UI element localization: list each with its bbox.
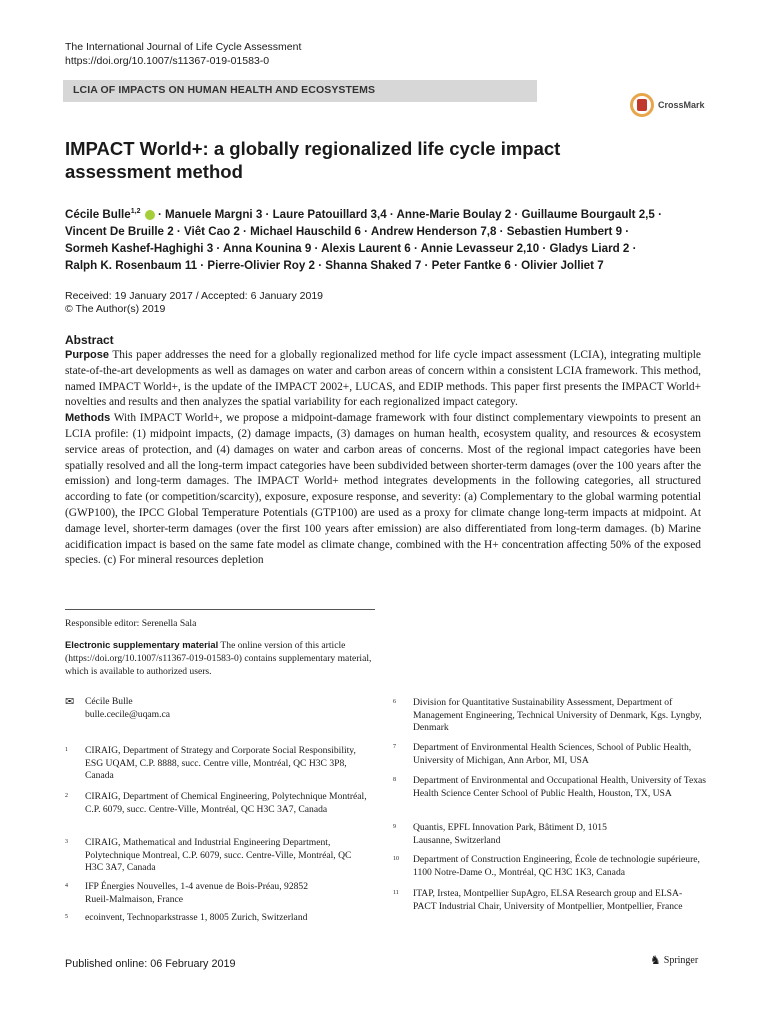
crossmark-icon <box>630 93 654 117</box>
title-line-2: assessment method <box>65 161 243 182</box>
copyright: © The Author(s) 2019 <box>65 303 166 315</box>
corresponding-email[interactable]: bulle.cecile@uqam.ca <box>85 708 171 720</box>
doi-link[interactable]: https://doi.org/10.1007/s11367-019-01583-0 <box>65 55 270 67</box>
affiliation-number: 2 <box>65 793 68 799</box>
methods-label: Methods <box>65 412 111 425</box>
affiliation-3 <box>65 837 365 877</box>
affiliation-4 <box>65 881 365 909</box>
crossmark-badge[interactable] <box>630 93 705 117</box>
affiliation-1 <box>65 745 365 785</box>
affiliation-number: 5 <box>65 914 68 920</box>
affiliation-text: CIRAIG, Mathematical and Industrial Engineering Department, Polytechnique Montreal, C.P. 6079, succ. Centre-Ville, Montréal, QC H3C 3A7, Canada <box>85 837 352 873</box>
affiliation-number: 9 <box>393 824 396 830</box>
affiliation-text: Quantis, EPFL Innovation Park, Bâtiment D, 1015 Lausanne, Switzerland <box>413 822 607 846</box>
purpose-text: This paper addresses the need for a globally regionalized method for life cycle impact assessment (LCIA), integrating multiple state-of-the-art developments as well as damages on water and carbon areas of concern within a consistent LCIA framework. This method, named IMPACT World+, is the update of the IMPACT 2002+, LUCAS, and EDIP methods. This paper first presents the IMPACT World+ novelties and results and then analyzes the spatial variability for each regionalized impact category. <box>65 349 701 409</box>
author-line-3: Sormeh Kashef-Haghighi 3 · Anna Kounina 9 · Alexis Laurent 6 · Annie Levasseur 2,10 · Gladys Liard 2 · <box>65 241 637 255</box>
received-date: Received: 19 January 2017 / Accepted: 6 January 2019 <box>65 290 324 302</box>
publisher-name: Springer <box>663 955 699 966</box>
author-list <box>65 203 715 274</box>
first-author-affil: 1,2 <box>130 208 141 215</box>
supplementary-note <box>65 638 375 678</box>
publisher-logo <box>650 953 698 968</box>
author-line-4: Ralph K. Rosenbaum 11 · Pierre-Olivier Roy 2 · Shanna Shaked 7 · Peter Fantke 6 · Olivier Jolliet 7 <box>65 258 604 272</box>
affiliation-9 <box>393 822 713 850</box>
affiliation-7 <box>393 742 713 770</box>
purpose-label: Purpose <box>65 349 110 361</box>
affiliation-text: Department of Construction Engineering, École de technologie supérieure, 1100 Notre-Dame O., Montréal, QC H3C 1K3, Canada <box>413 854 700 878</box>
methods-text: With IMPACT World+, we propose a midpoint-damage framework with four distinct complementary viewpoints to present an LCIA profile: (1) midpoint impacts, (2) damage impacts, (3) damages on human health, ecosystem quality, and resources & ecosystem service areas of protection, and (4) damages on water and carbon areas of concerns. Most of the regional impact categories have been spatially resolved and all the long-term impact categories have been subdivided between shorter-term damages (over the 100 years after the emission) and long-term damages. The IMPACT World+ method integrates developments in the following categories, all structured according to fate (or competition/scarcity), exposure, exposure response, and severity: (a) Complementary to the global warming potential (GWP100), the IPCC Global Temperature Potentials (GTP100) are used as a proxy for climate change long-term impacts at midpoint. At damage level, shorter-term damages (over the first 100 years after emission) are also differentiated from long-term damages. (b) Marine acidification impact is based on the same fate model as climate change, combined with the H+ concentration affecting 50% of the exposed species. (c) For mineral resources depletion <box>65 412 701 567</box>
affiliation-text: CIRAIG, Department of Chemical Engineering, Polytechnique Montréal, C.P. 6079, succ. Centre-Ville, Montréal, QC H3C 3A7, Canada <box>85 791 367 815</box>
author-line-1-rest: · Manuele Margni 3 · Laure Patouillard 3,4 · Anne-Marie Boulay 2 · Guillaume Bourgault 2,5 · <box>157 207 662 221</box>
abstract-purpose <box>65 348 701 411</box>
esm-text[interactable]: The online version of this article (https://doi.org/10.1007/s11367-019-01583-0) contains supplementary material, which is available to authorized users. <box>65 640 372 677</box>
affiliation-11 <box>393 888 713 928</box>
abstract-methods <box>65 411 701 569</box>
journal-name: The International Journal of Life Cycle Assessment <box>65 41 302 53</box>
affiliation-10 <box>393 854 713 882</box>
author-line-1 <box>65 203 715 223</box>
affiliation-text: Department of Environmental and Occupational Health, University of Texas Health Science Center School of Public Health, Houston, TX, USA <box>413 775 707 799</box>
responsible-editor: Responsible editor: Serenella Sala <box>65 618 197 629</box>
dates-block <box>65 290 323 316</box>
correspondence <box>65 696 170 721</box>
abstract-body <box>65 348 701 569</box>
section-label: LCIA OF IMPACTS ON HUMAN HEALTH AND ECOSYSTEMS <box>73 84 376 96</box>
first-author[interactable]: Cécile Bulle <box>65 207 131 221</box>
published-date: Published online: 06 February 2019 <box>65 958 236 970</box>
affiliation-number: 11 <box>393 890 399 896</box>
footnote-separator <box>65 609 375 610</box>
affiliation-text: Division for Quantitative Sustainability Assessment, Department of Management Engineering, Technical University of Denmark, Kgs. Lyngby, Denmark <box>413 697 702 733</box>
affiliation-number: 10 <box>393 856 399 862</box>
affiliation-number: 8 <box>393 777 396 783</box>
affiliation-number: 4 <box>65 883 68 889</box>
affiliation-text: ecoinvent, Technoparkstrasse 1, 8005 Zurich, Switzerland <box>85 912 308 923</box>
crossmark-label: CrossMark <box>658 100 705 110</box>
affiliation-number: 7 <box>393 744 396 750</box>
article-title <box>65 137 585 183</box>
author-line-2: Vincent De Bruille 2 · Viêt Cao 2 · Michael Hauschild 6 · Andrew Henderson 7,8 · Sebastien Humbert 9 · <box>65 224 630 238</box>
affiliation-6 <box>393 697 713 737</box>
affiliation-5 <box>65 912 365 928</box>
affiliation-2 <box>65 791 365 831</box>
affiliation-text: CIRAIG, Department of Strategy and Corporate Social Responsibility, ESG UQAM, C.P. 8888, succ. Centre ville, Montréal, QC H3C 3P8, Canada <box>85 745 356 781</box>
affiliation-number: 3 <box>65 839 68 845</box>
affiliation-text: IFP Énergies Nouvelles, 1-4 avenue de Bois-Préau, 92852 Rueil-Malmaison, France <box>85 881 309 905</box>
section-bar <box>63 80 537 102</box>
corresponding-author: Cécile Bulle <box>85 696 133 707</box>
affiliation-text: ITAP, Irstea, Montpellier SupAgro, ELSA Research group and ELSA-PACT Industrial Chair, University of Montpellier, Montpellier, France <box>413 888 683 912</box>
affiliation-text: Department of Environmental Health Sciences, School of Public Health, University of Michigan, Ann Arbor, MI, USA <box>413 742 692 766</box>
abstract-heading: Abstract <box>65 333 114 347</box>
journal-header <box>65 40 301 68</box>
orcid-icon[interactable] <box>145 210 155 220</box>
affiliation-number: 6 <box>393 699 396 705</box>
esm-label: Electronic supplementary material <box>65 639 219 650</box>
title-line-1: IMPACT World+: a globally regionalized life cycle impact <box>65 138 561 159</box>
affiliation-8 <box>393 775 713 815</box>
envelope-icon: ✉ <box>65 696 75 708</box>
affiliation-number: 1 <box>65 747 68 753</box>
springer-horse-icon: ♞ <box>650 953 661 967</box>
